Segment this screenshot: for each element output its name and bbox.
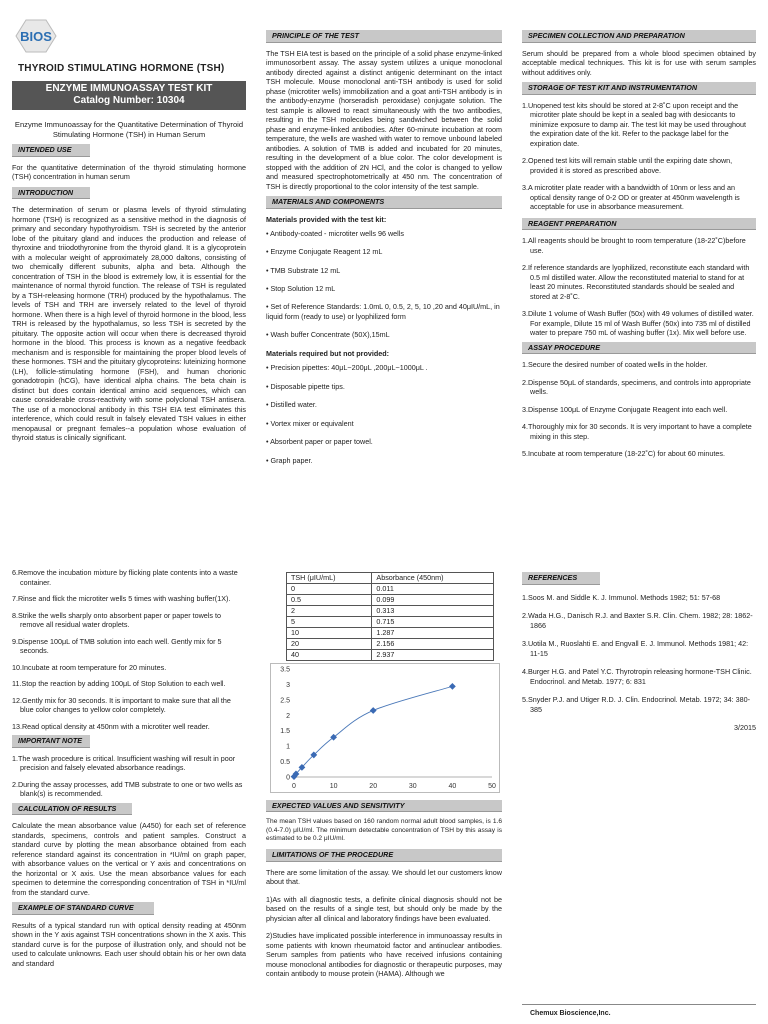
x-tick-label: 10	[329, 783, 338, 790]
y-tick-label: 2.5	[280, 697, 290, 705]
intended-use-heading: INTENDED USE	[12, 144, 90, 157]
introduction-text: The determination of serum or plasma levels of thyroid stimulating hormone (TSH) is recognized as a sensitive method in the diagnosis of primary and secondary hypothyroidism. TSH is secreted by the anterior lobe of the pituitary gland and induces the production and release of thyroxine and triiodothyronine from the thyroid gland. It is a glycoprotein with a molecular weight of approximately 28,000 daltons, consisting of two chemically different subunits, alpha and beta. Although the concentration of TSH in the blood is extremely low, it is essential for the maintenance of normal thyroid function. The release of TSH is regulated by a TSH-releasing hormone (TRH) produced by the hypothalamus. The levels of TSH and TRH are inversely related to the level of thyroid hormone. When there is a high level of thyroid hormone in the blood, less TRH is released by the hypothalamus, so less TSH is secreted by the pituitary. The opposite action will occur when there is decreased thyroid hormone in the blood. This process is known as a negative feedback mechanism and is responsible for maintaining the proper blood levels of these hormones. TSH and the pituitary glycoproteins: luteinizing hormone (LH), follicle-stimulating hormone (FSH), and human chorionic gonadotropin (hCG), have identical alpha chains. The beta chain is distinct but does contain identical amino acid sequences, which can cause considerable cross-reactivity with some polyclonal TSH antisera. The use of a monoclonal antibody in this TSH EIA test eliminates this interference, which could result in falsely elevated TSH values in either menopausal or pregnant females--a population whose evaluation of thyroid status is clinically significant.	[12, 205, 246, 443]
table-row	[287, 628, 494, 639]
storage-list	[522, 101, 756, 212]
list-item: 1.Soos M. and Siddle K. J. Immunol. Methods 1982; 51: 57-68	[522, 592, 721, 602]
list-item: 3.Dilute 1 volume of Wash Buffer (50x) with 49 volumes of distilled water. For example, Dilute 15 ml of Wash Buffer (50x) into 735 ml of distilled water to prepare 750 mL of washing buffer (1x). Mix well before use.	[522, 309, 754, 337]
list-item: 9.Dispense 100μL of TMB solution into each well. Gently mix for 5 seconds.	[12, 636, 222, 655]
standard-curve-chart	[270, 663, 502, 796]
kit-line1: ENZYME IMMUNOASSAY TEST KIT	[45, 83, 213, 95]
list-item: 6.Remove the incubation mixture by flicking plate contents into a waste container.	[12, 568, 238, 587]
table-cell: 2.156	[372, 639, 494, 650]
list-item: • Vortex mixer or equivalent	[266, 418, 354, 428]
references-list	[522, 593, 756, 715]
standard-table	[286, 572, 494, 661]
x-tick-label: 30	[408, 783, 417, 790]
y-tick-label: 1.5	[280, 728, 290, 736]
y-tick-label: 0.5	[280, 759, 290, 767]
example-text: Results of a typical standard run with optical density reading at 450nm shown in the Y axis against TSH concentrations shown in the X axis. This standard curve is for the purpose of illustration only, and should not be used to calculate unknowns. Each user should obtain his or her own data and standard	[12, 920, 246, 968]
catalog-number: Catalog Number: 10304	[73, 95, 185, 107]
list-item: 2.Wada H.G., Danisch R.J. and Baxter S.R. Clin. Chem. 1982; 28: 1862-1866	[522, 611, 753, 630]
table-cell: 0.5	[287, 595, 372, 606]
list-item: 5.Snyder P.J. and Utiger R.D. J. Clin. Endocrinol. Metab. 1972; 34: 380-385	[522, 695, 750, 714]
table-row	[287, 650, 494, 661]
limitations-heading: LIMITATIONS OF THE PROCEDURE	[266, 849, 502, 862]
list-item: 13.Read optical density at 450nm with a microtiter well reader.	[12, 721, 210, 731]
list-item: 5.Incubate at room temperature (18-22˚C) for about 60 minutes.	[522, 449, 725, 458]
table-cell: 40	[287, 650, 372, 661]
y-tick-label: 0	[286, 774, 290, 782]
table-row	[287, 584, 494, 595]
table-cell: 0.011	[372, 584, 494, 595]
principle-heading: PRINCIPLE OF THE TEST	[266, 30, 502, 43]
important-note-list	[12, 754, 246, 799]
table-cell: 2	[287, 606, 372, 617]
materials-required-heading: Materials required but not provided:	[266, 348, 389, 358]
list-item: • Set of Reference Standards: 1.0mL 0, 0.5, 2, 5, 10 ,20 and 40μIU/mL, in liquid form (ready to use) or lyophilized form	[266, 302, 500, 321]
y-tick-label: 1	[286, 743, 290, 751]
footer-company: Chemux Bioscience,Inc.	[522, 1004, 756, 1024]
table-cell: 5	[287, 617, 372, 628]
list-item: 2.Dispense 50μL of standards, specimens, and controls into appropriate wells.	[522, 377, 751, 396]
list-item: 11.Stop the reaction by adding 100μL of Stop Solution to each well.	[12, 679, 226, 688]
table-row	[287, 595, 494, 606]
table-cell: 0.715	[372, 617, 494, 628]
list-item: • Absorbent paper or paper towel.	[266, 437, 373, 447]
list-item: 3.Dispense 100μL of Enzyme Conjugate Reagent into each well.	[522, 404, 728, 414]
example-heading: EXAMPLE OF STANDARD CURVE	[12, 902, 154, 915]
materials-required-list	[266, 363, 502, 465]
list-item: • Wash buffer Concentrate (50X),15mL	[266, 330, 390, 340]
table-row	[287, 639, 494, 650]
list-item: 2.During the assay processes, add TMB substrate to one or two wells as blank(s) is recommended.	[12, 779, 243, 798]
calculation-text: Calculate the mean absorbance value (A450) for each set of reference standards, specimens, controls and patient samples. Construct a standard curve by plotting the mean absorbance obtained from each reference standard against its concentration in *IU/ml on graph paper, with absorbance values on the vertical or Y axis and concentrations on the horizontal or X axis. Use the mean absorbance values for each specimen to determine the corresponding concentration of TSH in *IU/ml from the standard curve.	[12, 821, 246, 897]
list-item: 1.All reagents should be brought to room temperature (18-22˚C)before use.	[522, 236, 746, 255]
table-header-row	[287, 573, 494, 584]
reagent-heading: REAGENT PREPARATION	[522, 218, 756, 231]
list-item: • Distilled water.	[266, 400, 317, 410]
x-tick-label: 0	[292, 783, 296, 790]
list-item: • TMB Substrate 12 mL	[266, 265, 341, 275]
assay-list-continued	[12, 568, 246, 731]
list-item: 7.Rinse and flick the microtiter wells 5 times with washing buffer(1X).	[12, 594, 231, 603]
materials-provided-heading: Materials provided with the test kit:	[266, 214, 387, 224]
assay-list	[522, 360, 756, 459]
list-item: • Stop Solution 12 mL	[266, 284, 336, 294]
table-cell: 20	[287, 639, 372, 650]
list-item: • Enzyme Conjugate Reagent 12 mL	[266, 247, 383, 257]
table-cell: 0	[287, 584, 372, 595]
left-column-top	[12, 18, 246, 448]
list-item: 3.A microtiter plate reader with a bandwidth of 10nm or less and an optical density range of 0-2 OD or greater at 450nm wavelength is acceptable for use in absorbance measurement.	[522, 183, 740, 211]
list-item: 3.Uotila M., Ruoslahti E. and Engvall E. J. Immunol. Methods 1981; 42: 11-15	[522, 639, 749, 658]
list-item: 10.Incubate at room temperature for 20 minutes.	[12, 662, 167, 672]
x-tick-label: 50	[488, 783, 496, 790]
list-item: • Precision pipettes: 40μL~200μL ,200μL~1000μL .	[266, 363, 428, 373]
y-tick-label: 3.5	[280, 666, 290, 674]
y-tick-label: 3	[286, 681, 290, 689]
intended-use-text: For the quantitative determination of the thyroid stimulating hormone (TSH) concentration in human serum	[12, 162, 246, 182]
materials-heading: MATERIALS AND COMPONENTS	[266, 196, 502, 209]
limitations-item: 2)Studies have implicated possible interference in immunoassay results in some patients with known rheumatoid factor and antinuclear antibodies. Serum samples from patients who have received infusions containing mouse monoclonal antibodies for diagnostic or therapeutic purposes, may contain antibody to mouse protein (HAMA). Although we	[266, 931, 502, 979]
important-note-heading: IMPORTANT NOTE	[12, 735, 90, 748]
logo-hexagon-icon	[12, 18, 60, 54]
table-cell: 1.287	[372, 628, 494, 639]
right-column-top	[522, 26, 756, 467]
reagent-list	[522, 236, 756, 338]
x-tick-label: 40	[448, 783, 457, 790]
document-date: 3/2015	[734, 723, 756, 732]
list-item: 12.Gently mix for 30 seconds. It is important to make sure that all the blue color changes to yellow color completely.	[12, 695, 231, 714]
x-tick-label: 20	[369, 783, 378, 790]
list-item: • Antibody-coated - microtiter wells 96 wells	[266, 229, 404, 238]
middle-column-top	[266, 26, 502, 474]
right-column-bottom	[522, 568, 756, 733]
table-cell: 0.099	[372, 595, 494, 606]
list-item: • Graph paper.	[266, 455, 313, 465]
materials-provided-list	[266, 229, 502, 340]
table-header: Absorbance (450nm)	[372, 573, 494, 584]
list-item: 4.Burger H.G. and Patel Y.C. Thyrotropin releasing hormone-TSH Clinic. Endocrinol. and Metab. 1977; 6: 831	[522, 667, 752, 686]
limitations-intro: There are some limitation of the assay. We should let our customers know about that.	[266, 867, 502, 887]
kit-banner	[12, 81, 246, 110]
specimen-text: Serum should be prepared from a whole blood specimen obtained by acceptable medical techniques. This kit is for use with serum samples without additives only.	[522, 48, 756, 77]
expected-heading: EXPECTED VALUES AND SENSITIVITY	[266, 800, 502, 813]
expected-text: The mean TSH values based on 160 random normal adult blood samples, is 1.6 (0.4-7.0) μIU/ml. The minimum detectable concentration of TSH by this assay is estimated to be 0.2 μIU/ml.	[266, 818, 502, 843]
calculation-heading: CALCULATION OF RESULTS	[12, 803, 132, 816]
list-item: 1.Unopened test kits should be stored at 2-8˚C upon receipt and the microtiter plate should be kept in a sealed bag with desiccants to minimize exposure to damp air. The test kit may be used throughout the expiration date of the kit. Refer to the package label for the expiration date.	[522, 100, 747, 148]
list-item: 2.If reference standards are lyophilized, reconstitute each standard with 0.5 ml distilled water. Allow the reconstituted material to stand for at least 20 minutes. Reconstituted standards should be sealed and stored at 2-8˚C.	[522, 263, 750, 301]
table-cell: 10	[287, 628, 372, 639]
assay-heading: ASSAY PROCEDURE	[522, 342, 756, 355]
table-cell: 2.937	[372, 650, 494, 661]
table-header: TSH (μIU/mL)	[287, 573, 372, 584]
principle-text: The TSH EIA test is based on the principle of a solid phase enzyme-linked immunosorbent assay. The assay system utilizes a unique monoclonal antibody directed against a distinct antigenic determinant on the intact TSH molecule. Mouse monoclonal anti-TSH antibody is used for solid phase (microtiter wells) immobilization and a goat anti-TSH antibody is in the antibody-enzyme (horseradish peroxidase) conjugate solution. The test sample is allowed to react simultaneously with the two antibodies, resulting in the TSH molecules being sandwiched between the solid phase and enzyme-linked antibodies. After 60-minute incubation at room temperature, the wells are washed with water to remove unbound labeled antibodies. A solution of TMB is added and incubated for 20 minutes, resulting in the development of a blue color. The color development is stopped with the addition of 2N HCl, and the color is changed to yellow and measured spectrophotometrically at 450 nm. The concentration of TSH is directly proportional to the color intensity of the test sample.	[266, 48, 502, 191]
middle-column-bottom	[266, 572, 502, 984]
page-title: THYROID STIMULATING HORMONE (TSH)	[18, 63, 225, 74]
specimen-heading: SPECIMEN COLLECTION AND PREPARATION	[522, 30, 756, 43]
limitations-item: 1)As with all diagnostic tests, a definite clinical diagnosis should not be based on the results of a single test, but should only be made by the physician after all clinical and laboratory findings have been evaluated.	[266, 894, 502, 923]
chart-frame	[271, 664, 500, 793]
logo-text: BIOS	[20, 29, 52, 44]
list-item: 2.Opened test kits will remain stable until the expiring date shown, provided it is stored as prescribed above.	[522, 156, 733, 175]
page-subtitle: Enzyme Immunoassay for the Quantitative Determination of Thyroid Stimulating Hormone (TSH) in Human Serum	[14, 120, 244, 140]
y-tick-label: 2	[286, 712, 290, 720]
standard-curve-svg	[270, 663, 500, 793]
introduction-heading: INTRODUCTION	[12, 187, 90, 200]
references-heading: REFERENCES	[522, 572, 600, 585]
table-row	[287, 606, 494, 617]
list-item: 1.Secure the desired number of coated wells in the holder.	[522, 360, 708, 369]
storage-heading: STORAGE OF TEST KIT AND INSTRUMENTATION	[522, 82, 756, 95]
table-row	[287, 617, 494, 628]
left-column-bottom	[12, 568, 246, 973]
list-item: • Disposable pipette tips.	[266, 381, 345, 391]
list-item: 8.Strike the wells sharply onto absorbent paper or paper towels to remove all residual water droplets.	[12, 610, 221, 629]
table-cell: 0.313	[372, 606, 494, 617]
bios-logo	[12, 18, 60, 54]
list-item: 1.The wash procedure is critical. Insufficient washing will result in poor precision and falsely elevated absorbance readings.	[12, 753, 236, 772]
list-item: 4.Thoroughly mix for 30 seconds. It is very important to have a complete mixing in this step.	[522, 422, 752, 441]
